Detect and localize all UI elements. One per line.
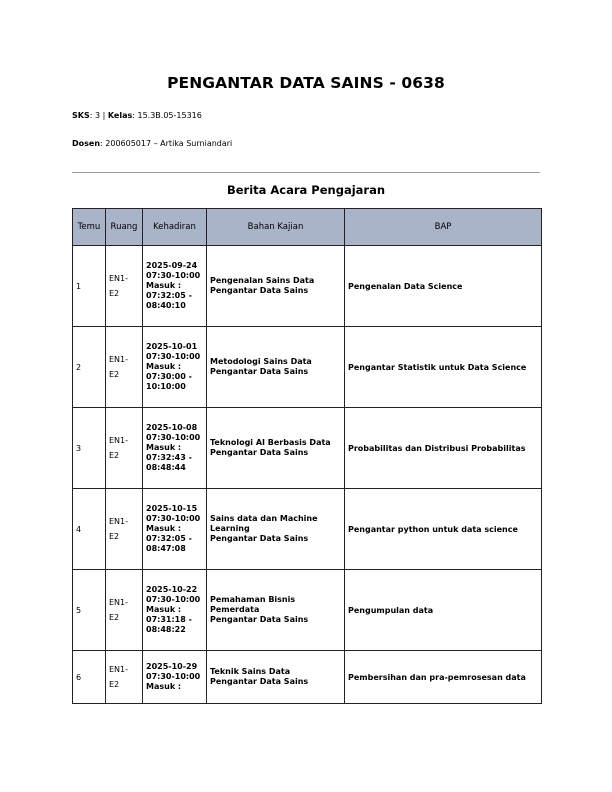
- bahan-topic: Metodologi Sains Data: [210, 357, 312, 366]
- kehadiran-schedule: 07:30-10:00: [146, 271, 201, 280]
- header-ruang: Ruang: [106, 209, 143, 246]
- bahan-topic: Sains data dan Machine Learning: [210, 514, 318, 533]
- ruang-line: E2: [109, 451, 120, 460]
- table-row: [73, 651, 542, 704]
- bahan-kajian-cell: [207, 651, 345, 704]
- kehadiran-date: 2025-10-01: [146, 342, 198, 351]
- kehadiran-end: 08:47:08: [146, 544, 186, 553]
- ruang-line: EN1-: [109, 517, 129, 526]
- header-bap: BAP: [345, 209, 542, 246]
- bahan-topic: Teknologi AI Berbasis Data: [210, 438, 331, 447]
- kehadiran-cell: [143, 489, 207, 570]
- ruang-cell: [106, 246, 143, 327]
- ruang-cell: [106, 489, 143, 570]
- temu-cell: 1: [73, 246, 106, 327]
- kehadiran-schedule: 07:30-10:00: [146, 352, 201, 361]
- ruang-line: E2: [109, 680, 120, 689]
- ruang-cell: [106, 327, 143, 408]
- kehadiran-masuk: Masuk :: [146, 524, 182, 533]
- kehadiran-end: 08:40:10: [146, 301, 186, 310]
- bap-table: [72, 208, 542, 704]
- table-row: [73, 570, 542, 651]
- course-info: [72, 111, 202, 120]
- kehadiran-end: 08:48:44: [146, 463, 186, 472]
- kelas-value: : 15.3B.05-15316: [132, 111, 202, 120]
- bahan-kajian-cell: [207, 327, 345, 408]
- kehadiran-date: 2025-10-08: [146, 423, 198, 432]
- bahan-kajian-cell: [207, 489, 345, 570]
- kehadiran-date: 2025-10-29: [146, 662, 198, 671]
- bap-cell: Probabilitas dan Distribusi Probabilitas: [345, 408, 542, 489]
- temu-cell: 4: [73, 489, 106, 570]
- ruang-cell: [106, 408, 143, 489]
- ruang-line: E2: [109, 532, 120, 541]
- header-bahan-kajian: Bahan Kajian: [207, 209, 345, 246]
- ruang-line: E2: [109, 370, 120, 379]
- table-row: [73, 408, 542, 489]
- kehadiran-cell: [143, 570, 207, 651]
- ruang-line: EN1-: [109, 665, 129, 674]
- bahan-kajian-cell: [207, 408, 345, 489]
- kehadiran-start: 07:32:43 -: [146, 453, 192, 462]
- dosen-value: : 200605017 – Artika Surniandari: [100, 139, 233, 148]
- ruang-cell: [106, 570, 143, 651]
- bahan-topic: Teknik Sains Data: [210, 667, 291, 676]
- bahan-kajian-cell: [207, 570, 345, 651]
- kehadiran-schedule: 07:30-10:00: [146, 595, 201, 604]
- bahan-course: Pengantar Data Sains: [210, 615, 309, 624]
- kehadiran-start: 07:30:00 -: [146, 372, 192, 381]
- bahan-course: Pengantar Data Sains: [210, 534, 309, 543]
- kehadiran-start: 07:32:05 -: [146, 534, 192, 543]
- sks-label: SKS: [72, 111, 90, 120]
- bahan-course: Pengantar Data Sains: [210, 448, 309, 457]
- bap-cell: Pengantar python untuk data science: [345, 489, 542, 570]
- table-header-row: [73, 209, 542, 246]
- kehadiran-masuk: Masuk :: [146, 605, 182, 614]
- ruang-line: EN1-: [109, 355, 129, 364]
- kelas-label: Kelas: [107, 111, 133, 120]
- document-title: PENGANTAR DATA SAINS - 0638: [167, 74, 445, 92]
- bahan-course: Pengantar Data Sains: [210, 367, 309, 376]
- table-row: [73, 246, 542, 327]
- kehadiran-masuk: Masuk :: [146, 682, 182, 691]
- temu-cell: 6: [73, 651, 106, 704]
- kehadiran-schedule: 07:30-10:00: [146, 514, 201, 523]
- dosen-label: Dosen: [72, 139, 101, 148]
- kehadiran-date: 2025-10-15: [146, 504, 198, 513]
- ruang-line: EN1-: [109, 274, 129, 283]
- bahan-kajian-cell: [207, 246, 345, 327]
- kehadiran-cell: [143, 651, 207, 704]
- kehadiran-date: 2025-10-22: [146, 585, 198, 594]
- bap-cell: Pengumpulan data: [345, 570, 542, 651]
- kehadiran-schedule: 07:30-10:00: [146, 433, 201, 442]
- kehadiran-cell: [143, 408, 207, 489]
- lecturer-info: [72, 139, 232, 148]
- ruang-line: EN1-: [109, 436, 129, 445]
- kehadiran-start: 07:32:05 -: [146, 291, 192, 300]
- bahan-course: Pengantar Data Sains: [210, 677, 309, 686]
- section-title: Berita Acara Pengajaran: [226, 183, 386, 197]
- header-temu: Temu: [73, 209, 106, 246]
- kehadiran-date: 2025-09-24: [146, 261, 198, 270]
- bahan-topic: Pengenalan Sains Data: [210, 276, 315, 285]
- header-kehadiran: Kehadiran: [143, 209, 207, 246]
- kehadiran-cell: [143, 246, 207, 327]
- ruang-line: E2: [109, 613, 120, 622]
- temu-cell: 2: [73, 327, 106, 408]
- kehadiran-masuk: Masuk :: [146, 281, 182, 290]
- bap-cell: Pengenalan Data Science: [345, 246, 542, 327]
- kehadiran-cell: [143, 327, 207, 408]
- temu-cell: 3: [73, 408, 106, 489]
- temu-cell: 5: [73, 570, 106, 651]
- bap-cell: Pengantar Statistik untuk Data Science: [345, 327, 542, 408]
- sks-value: : 3 |: [89, 111, 106, 120]
- ruang-cell: [106, 651, 143, 704]
- ruang-line: E2: [109, 289, 120, 298]
- kehadiran-masuk: Masuk :: [146, 362, 182, 371]
- bahan-course: Pengantar Data Sains: [210, 286, 309, 295]
- table-row: [73, 489, 542, 570]
- kehadiran-end: 10:10:00: [146, 382, 186, 391]
- table-row: [73, 327, 542, 408]
- kehadiran-masuk: Masuk :: [146, 443, 182, 452]
- ruang-line: EN1-: [109, 598, 129, 607]
- kehadiran-end: 08:48:22: [146, 625, 186, 634]
- bap-cell: Pembersihan dan pra-pemrosesan data: [345, 651, 542, 704]
- bahan-topic: Pemahaman Bisnis Pemerdata: [210, 595, 296, 614]
- kehadiran-schedule: 07:30-10:00: [146, 672, 201, 681]
- kehadiran-start: 07:31:18 -: [146, 615, 192, 624]
- section-divider: [72, 172, 540, 173]
